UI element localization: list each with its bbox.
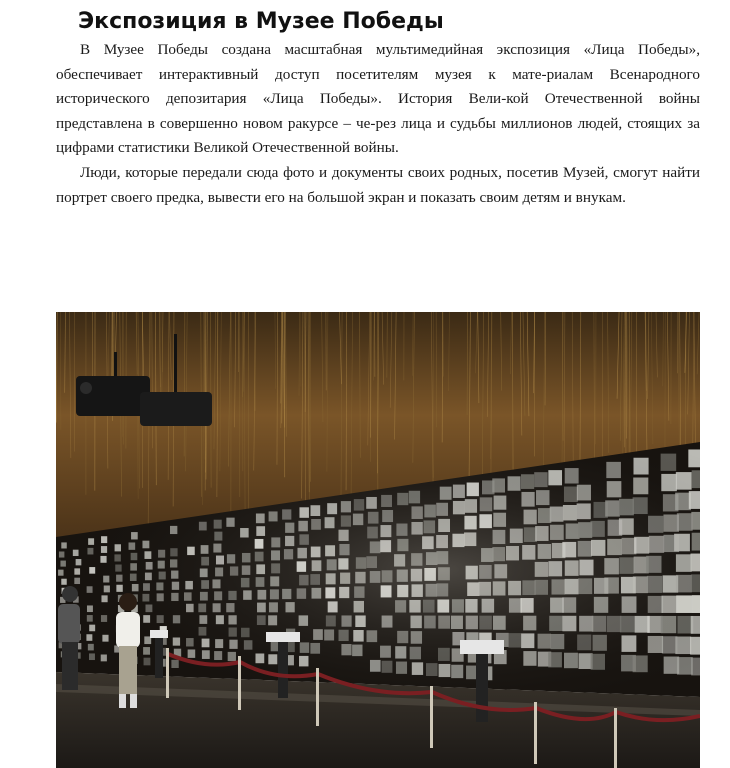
exhibition-photo [56,312,700,768]
article-body [56,38,700,210]
paragraph-2: Люди, которые передали сюда фото и документы своих родных, посетив Музей, смогут найти портрет своего предка, вывести его на большой экран и показать своим детям и внукам. [56,163,700,206]
page-title: Экспозиция в Музее Победы [78,9,444,34]
exhibition-photo-illustration [56,312,700,768]
paragraph-1: В Музее Победы создана масштабная мультимедийная экспозиция «Лица Победы», обеспечивает интерактивный доступ посетителям музея к мате-риалам Всенародного исторического депозитария «Лица Победы». История Вели-кой Отечественной войны представлена в совершенно новом ракурсе – че-рез лица и судьбы миллионов людей, стоящих за цифрами статистики Великой Отечественной войны. [56,41,700,157]
